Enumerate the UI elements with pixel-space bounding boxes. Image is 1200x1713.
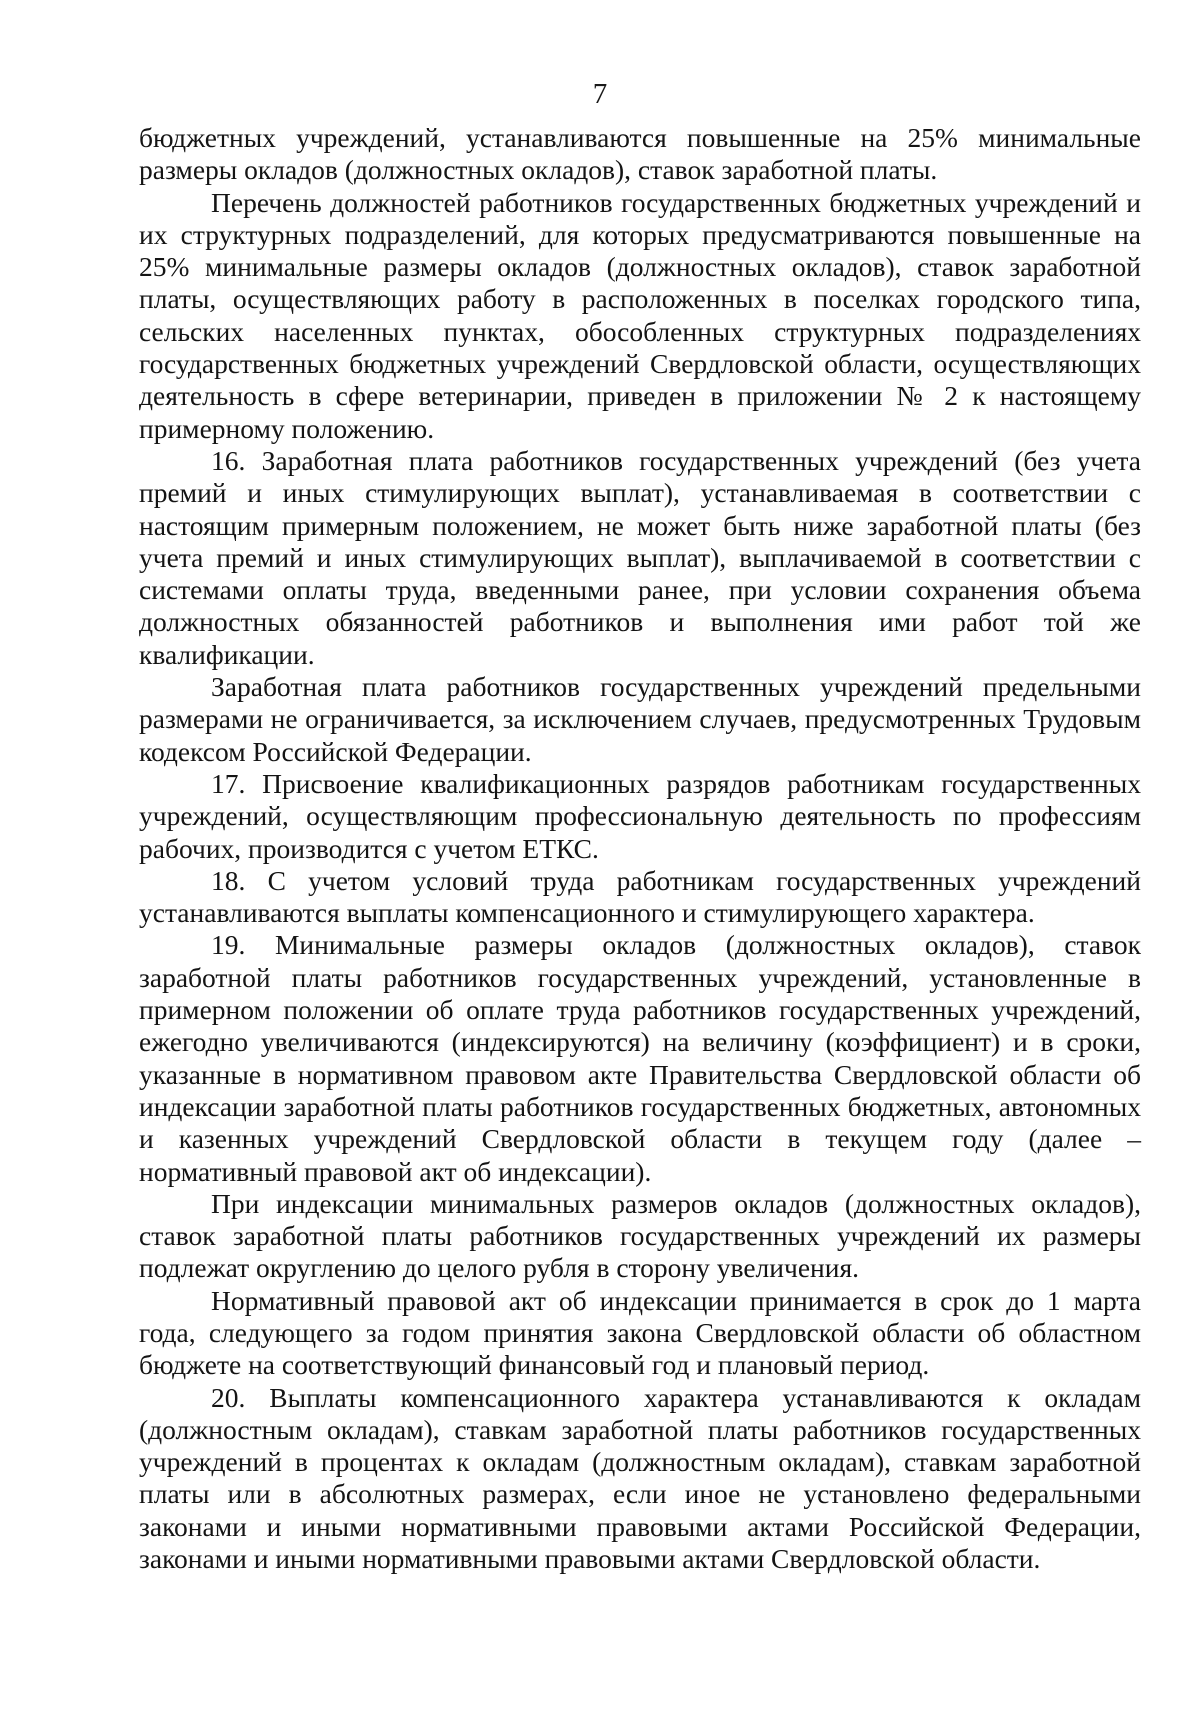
- paragraph-item-17: 17. Присвоение квалификационных разрядов работникам государственных учреждений, осуществляющим профессиональную деятельность по профессиям рабочих, производится с учетом ЕТКС.: [139, 767, 1141, 864]
- paragraph-continued: бюджетных учреждений, устанавливаются повышенные на 25% минимальные размеры окладов (должностных окладов), ставок заработной платы.: [139, 122, 1141, 186]
- paragraph-item-18: 18. С учетом условий труда работникам государственных учреждений устанавливаются выплаты компенсационного и стимулирующего характера.: [139, 864, 1141, 929]
- document-text: [139, 122, 1141, 1575]
- paragraph-indexation-rounding: При индексации минимальных размеров окладов (должностных окладов), ставок заработной платы работников государственных учреждений их размеры подлежат округлению до целого рубля в сторону увеличения.: [139, 1187, 1141, 1284]
- paragraph-item-16: 16. Заработная плата работников государственных учреждений (без учета премий и иных стимулирующих выплат), устанавливаемая в соответствии с настоящим примерным положением, не может быть ниже заработной платы (без учета премий и иных стимулирующих выплат), выплачиваемой в соответствии с системами оплаты труда, введенными ранее, при условии сохранения объема должностных обязанностей работников и выполнения ими работ той же квалификации.: [139, 444, 1141, 670]
- paragraph-salary-limits: Заработная плата работников государственных учреждений предельными размерами не ограничивается, за исключением случаев, предусмотренных Трудовым кодексом Российской Федерации.: [139, 671, 1141, 767]
- paragraph-positions-list: Перечень должностей работников государственных бюджетных учреждений и их структурных подразделений, для которых предусматриваются повышенные на 25% минимальные размеры окладов (должностных окладов), ставок заработной платы, осуществляющих работу в расположенных в поселках городского типа, сельских населенных пунктах, обособленных структурных подразделениях государственных бюджетных учреждений Свердловской области, осуществляющих деятельность в сфере ветеринарии, приведен в приложении № 2 к настоящему примерному положению.: [139, 186, 1141, 444]
- paragraph-indexation-act: Нормативный правовой акт об индексации принимается в срок до 1 марта года, следующего за годом принятия закона Свердловской области об областном бюджете на соответствующий финансовый год и плановый период.: [139, 1284, 1141, 1381]
- page-number: 7: [592, 78, 608, 110]
- paragraph-item-19: 19. Минимальные размеры окладов (должностных окладов), ставок заработной платы работников государственных учреждений, установленные в примерном положении об оплате труда работников государственных учреждений, ежегодно увеличиваются (индексируются) на величину (коэффициент) и в сроки, указанные в нормативном правовом акте Правительства Свердловской области об индексации заработной платы работников государственных бюджетных, автономных и казенных учреждений Свердловской области в текущем году (далее – нормативный правовой акт об индексации).: [139, 929, 1141, 1187]
- paragraph-item-20: 20. Выплаты компенсационного характера устанавливаются к окладам (должностным окладам), ставкам заработной платы работников государственных учреждений в процентах к окладам (должностным окладам), ставкам заработной платы или в абсолютных размерах, если иное не установлено федеральными законами и иными нормативными правовыми актами Российской Федерации, законами и иными нормативными правовыми актами Свердловской области.: [139, 1381, 1141, 1575]
